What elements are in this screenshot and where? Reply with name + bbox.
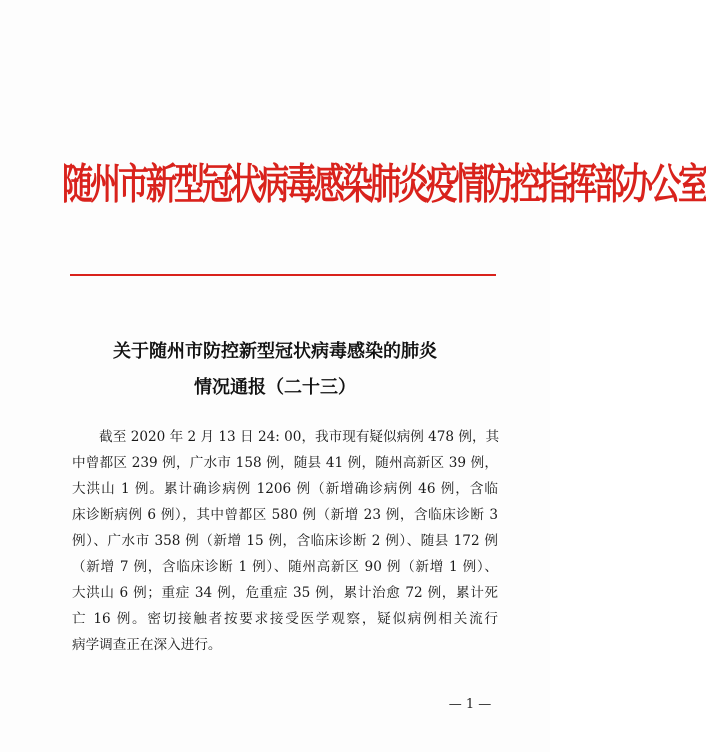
body-line: 例）、广水市 358 例（新增 15 例，含临床诊断 2 例）、随县 172 例 (72, 533, 498, 549)
report-body (72, 424, 498, 658)
page-number: — 1 — (448, 697, 492, 712)
issuing-office-header: 随州市新型冠状病毒感染肺炎疫情防控指挥部办公室 (62, 160, 706, 210)
body-line: 病学调查正在深入进行。 (72, 637, 222, 653)
body-line: 大洪山 1 例。累计确诊病例 1206 例（新增确诊病例 46 例，含临 (72, 481, 498, 497)
body-line: （新增 7 例，含临床诊断 1 例）、随州高新区 90 例（新增 1 例）、 (72, 559, 498, 575)
body-line: 中曾都区 239 例，广水市 158 例，随县 41 例，随州高新区 39 例， (72, 455, 498, 471)
document-title-line-2: 情况通报（二十三） (194, 377, 356, 398)
body-line: 亡 16 例。密切接触者按要求接受医学观察，疑似病例相关流行 (72, 611, 498, 627)
document-title-line-1: 关于随州市防控新型冠状病毒感染的肺炎 (113, 341, 437, 362)
body-line: 大洪山 6 例；重症 34 例，危重症 35 例，累计治愈 72 例，累计死 (72, 585, 498, 601)
body-line: 床诊断病例 6 例），其中曾都区 580 例（新增 23 例，含临床诊断 3 (72, 507, 498, 523)
document-title (60, 334, 490, 406)
red-separator-line (70, 274, 496, 276)
body-line: 截至 2020 年 2 月 13 日 24: 00，我市现有疑似病例 478 例，其 (72, 429, 500, 445)
